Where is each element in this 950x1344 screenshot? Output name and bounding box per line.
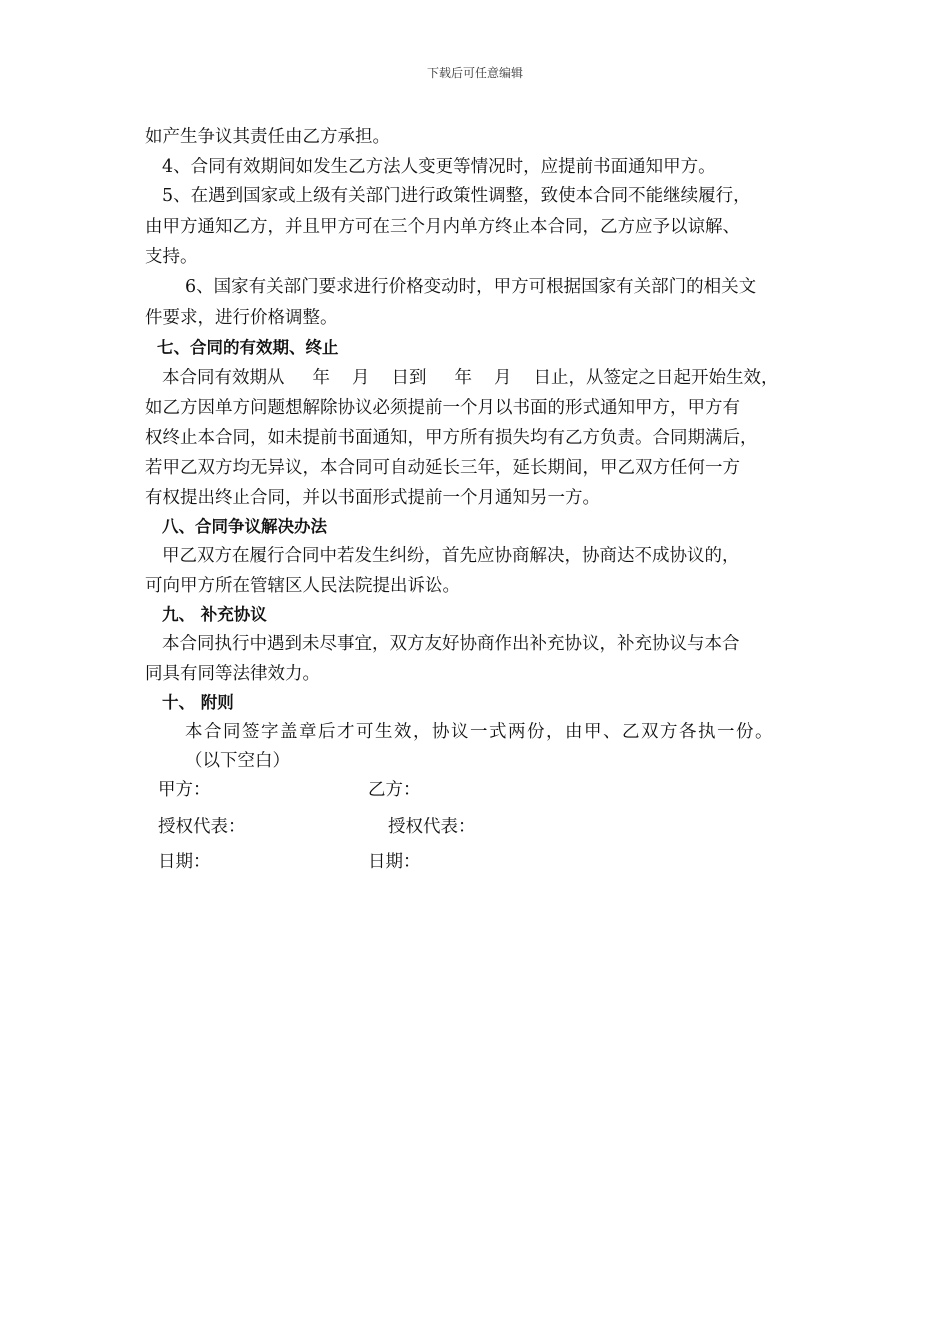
validity-month1: 月	[352, 368, 370, 388]
paragraph-line: 如乙方因单方问题想解除协议必须提前一个月以书面的形式通知甲方，甲方有	[145, 398, 740, 418]
validity-day-to: 日到	[391, 368, 427, 388]
paragraph-line: 本合同执行中遇到未尽事宜，双方友好协商作出补充协议，补充协议与本合	[162, 634, 740, 654]
paragraph-line: 支持。	[145, 247, 198, 267]
page-header: 下载后可任意编辑	[426, 66, 523, 80]
party-b-date-label: 日期：	[368, 852, 421, 872]
clause-5: 5、在遇到国家或上级有关部门进行政策性调整，致使本合同不能继续履行，	[162, 186, 751, 206]
party-a-date-label: 日期：	[158, 852, 211, 872]
paragraph-line: 权终止本合同，如未提前书面通知，甲方所有损失均有乙方负责。合同期满后，	[145, 428, 758, 448]
validity-suffix: 日止，从签定之日起开始生效，	[533, 368, 779, 388]
paragraph-line: 甲乙双方在履行合同中若发生纠纷，首先应协商解决，协商达不成协议的，	[162, 546, 740, 566]
validity-prefix: 本合同有效期从	[162, 368, 285, 388]
clause-4: 4、合同有效期间如发生乙方法人变更等情况时，应提前书面通知甲方。	[162, 157, 716, 177]
party-b-rep-label: 授权代表：	[388, 817, 476, 837]
validity-year1: 年	[312, 368, 330, 388]
paragraph-line: 本合同签字盖章后才可生效，协议一式两份，由甲、乙双方各执一份。	[185, 722, 774, 742]
paragraph-line: 如产生争议其责任由乙方承担。	[145, 127, 390, 147]
party-a-rep-label: 授权代表：	[158, 817, 246, 837]
paragraph-line: 由甲方通知乙方，并且甲方可在三个月内单方终止本合同，乙方应予以谅解、	[145, 217, 740, 237]
party-a-label: 甲方：	[158, 780, 211, 800]
section-heading-8: 八、合同争议解决办法	[162, 517, 327, 536]
section-heading-9: 九、 补充协议	[162, 605, 267, 624]
clause-6: 6、国家有关部门要求进行价格变动时，甲方可根据国家有关部门的相关文	[185, 277, 757, 297]
validity-line	[162, 367, 779, 389]
party-b-label: 乙方：	[368, 780, 421, 800]
paragraph-line: 有权提出终止合同，并以书面形式提前一个月通知另一方。	[145, 488, 600, 508]
paragraph-line: 若甲乙双方均无异议，本合同可自动延长三年，延长期间，甲乙双方任何一方	[145, 458, 740, 478]
blank-below-note: （以下空白）	[185, 751, 290, 771]
paragraph-line: 件要求，进行价格调整。	[145, 308, 338, 328]
paragraph-line: 可向甲方所在管辖区人民法院提出诉讼。	[145, 576, 460, 596]
validity-year2: 年	[454, 368, 472, 388]
section-heading-10: 十、 附则	[162, 693, 234, 712]
section-heading-7: 七、合同的有效期、终止	[157, 338, 339, 357]
validity-month2: 月	[494, 368, 512, 388]
paragraph-line: 同具有同等法律效力。	[145, 664, 320, 684]
